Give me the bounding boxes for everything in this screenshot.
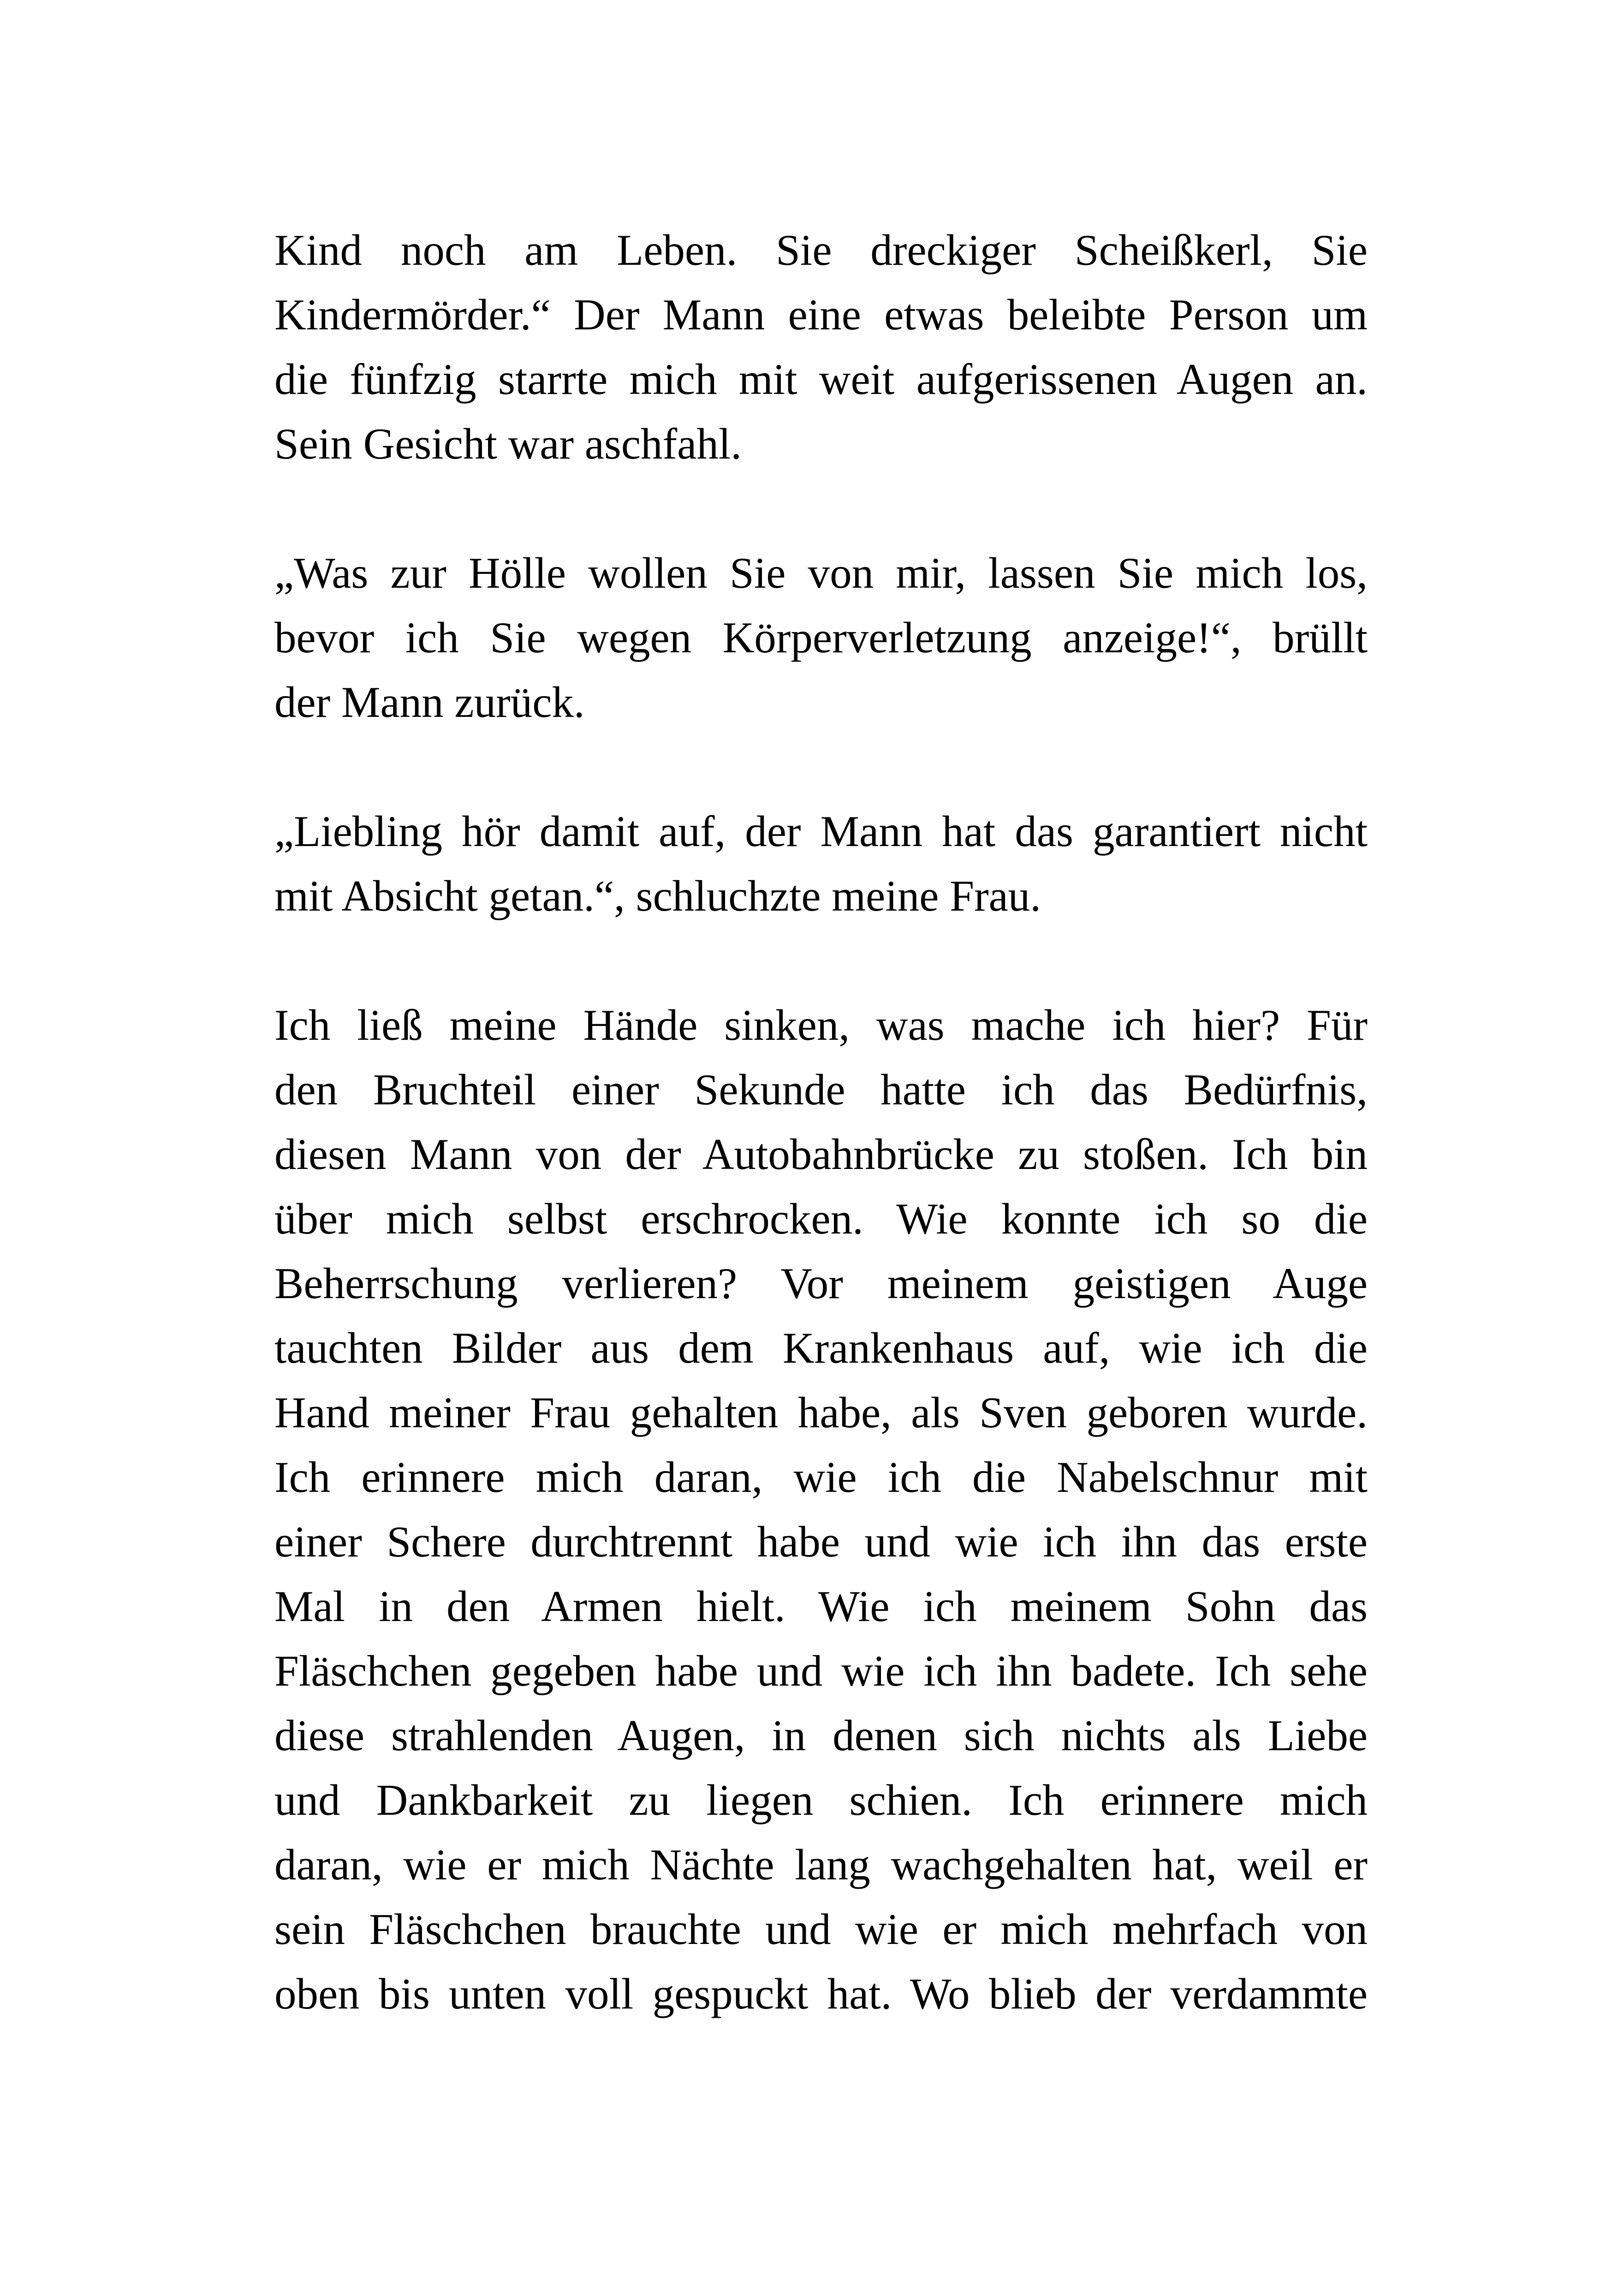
text-line: Mal in den Armen hielt. Wie ich meinem Sohn das <box>274 1582 1368 1631</box>
text-line: Kind noch am Leben. Sie dreckiger Scheißkerl, Sie <box>274 226 1368 274</box>
text-line: über mich selbst erschrocken. Wie konnte ich so die <box>274 1194 1368 1243</box>
text-line: mit Absicht getan.“, schluchzte meine Frau. <box>274 871 1041 920</box>
text-line: diese strahlenden Augen, in denen sich nichts als Liebe <box>274 1711 1368 1760</box>
text-line: Kindermörder.“ Der Mann eine etwas beleibte Person um <box>274 290 1368 339</box>
text-line: tauchten Bilder aus dem Krankenhaus auf, wie ich die <box>274 1323 1368 1372</box>
text-line: bevor ich Sie wegen Körperverletzung anzeige!“, brüllt <box>274 613 1368 662</box>
text-line: Fläschchen gegeben habe und wie ich ihn badete. Ich sehe <box>274 1646 1368 1695</box>
text-line: den Bruchteil einer Sekunde hatte ich das Bedürfnis, <box>274 1065 1368 1114</box>
paragraph <box>274 541 1368 734</box>
text-line: diesen Mann von der Autobahnbrücke zu stoßen. Ich bin <box>274 1130 1368 1179</box>
text-line: Ich erinnere mich daran, wie ich die Nabelschnur mit <box>274 1453 1368 1502</box>
text-line: einer Schere durchtrennt habe und wie ich ihn das erste <box>274 1517 1368 1566</box>
text-line: der Mann zurück. <box>274 678 585 727</box>
paragraph <box>274 799 1368 928</box>
text-line: die fünfzig starrte mich mit weit aufgerissenen Augen an. <box>274 355 1368 404</box>
text-line: Hand meiner Frau gehalten habe, als Sven geboren wurde. <box>274 1388 1368 1437</box>
body-text <box>274 218 1368 2091</box>
paragraph <box>274 993 1368 2026</box>
text-line: oben bis unten voll gespuckt hat. Wo blieb der verdammte <box>274 1969 1368 2018</box>
text-line: Ich ließ meine Hände sinken, was mache ich hier? Für <box>274 1001 1368 1049</box>
text-line: daran, wie er mich Nächte lang wachgehalten hat, weil er <box>274 1840 1368 1889</box>
text-line: „Liebling hör damit auf, der Mann hat das garantiert nicht <box>274 807 1368 856</box>
text-line: und Dankbarkeit zu liegen schien. Ich erinnere mich <box>274 1776 1368 1824</box>
text-line: Sein Gesicht war aschfahl. <box>274 419 742 468</box>
text-line: „Was zur Hölle wollen Sie von mir, lassen Sie mich los, <box>274 548 1368 597</box>
text-line: Beherrschung verlieren? Vor meinem geistigen Auge <box>274 1259 1368 1308</box>
paragraph <box>274 218 1368 476</box>
text-line: sein Fläschchen brauchte und wie er mich mehrfach von <box>274 1905 1368 1954</box>
